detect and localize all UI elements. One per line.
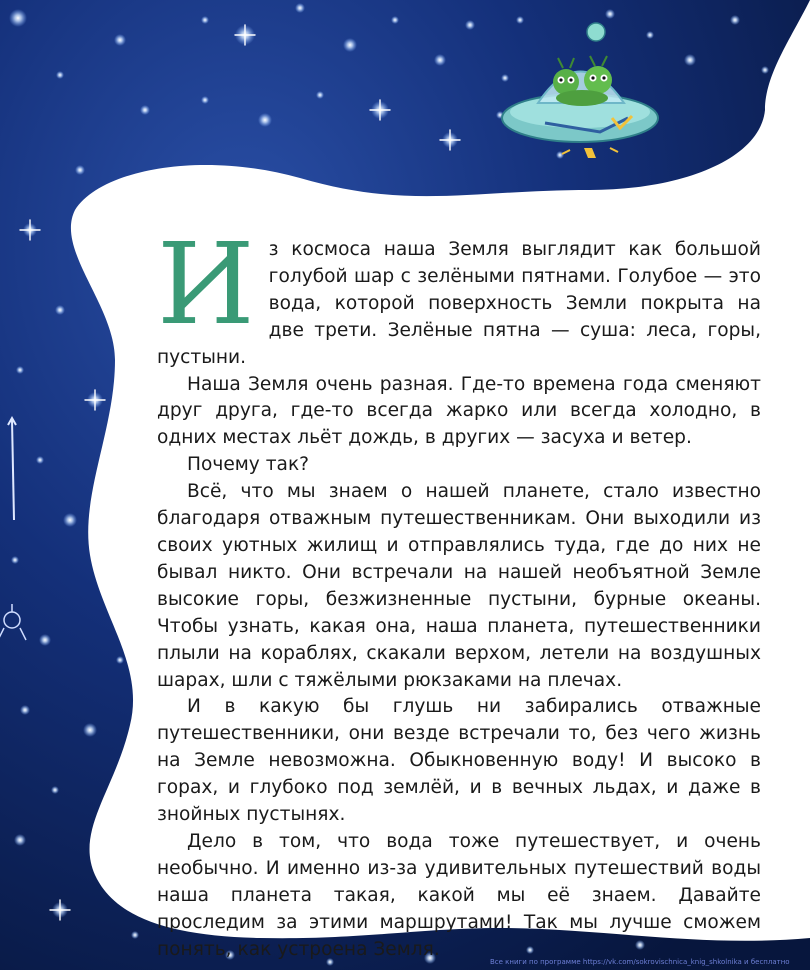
paragraph-text: з космоса наша Земля выглядит как большой голубой шар с зелёными пятнами. Голубое — это вода, которой поверхность Земли покрыта на две трети. Зелёные пятна — суша: леса, горы, пустыни. xyxy=(157,239,761,368)
paragraph: Дело в том, что вода тоже путешествует, и очень необычно. И именно из-за удивительных путешествий воды наша планета такая, какой мы её знаем. Давайте проследим за этими маршрутами! Так мы лучше сможем понять, как устроена Земля. xyxy=(157,830,761,960)
footer-link[interactable]: Все книги по программе https://vk.com/sokrovischnica_knig_shkolnika и бесплатно xyxy=(490,958,790,966)
paragraph: Почему так? xyxy=(187,454,310,476)
paragraph: И в какую бы глушь ни забирались отважные путешественники, они везде встречали то, без чего жизнь на Земле невозможна. Обыкновенную воду! И высоко в горах, и глубоко под землёй, и в вечных льдах, и даже в знойных пустынях. xyxy=(157,696,761,826)
paragraph: Всё, что мы знаем о нашей планете, стало известно благодаря отважным путешественникам. Они выходили из своих уютных жилищ и отправлялись туда, где до них не бывал никто. Они встречали на нашей необъятной Земле высокие горы, безжизненные пустыни, бурные океаны. Чтобы узнать, какая она, наша планета, путешественники плыли на кораблях, скакали верхом, летели на воздушных шарах, шли с тяжёлыми рюкзаками на плечах. xyxy=(157,481,761,691)
drop-cap-letter: И xyxy=(157,220,255,350)
paragraph: Наша Земля очень разная. Где-то времена года сменяют друг друга, где-то всегда жарко или всегда холодно, в одних местах льёт дождь, в других — засуха и ветер. xyxy=(157,373,761,449)
paragraph-intro xyxy=(157,220,761,372)
article-text xyxy=(157,220,761,963)
